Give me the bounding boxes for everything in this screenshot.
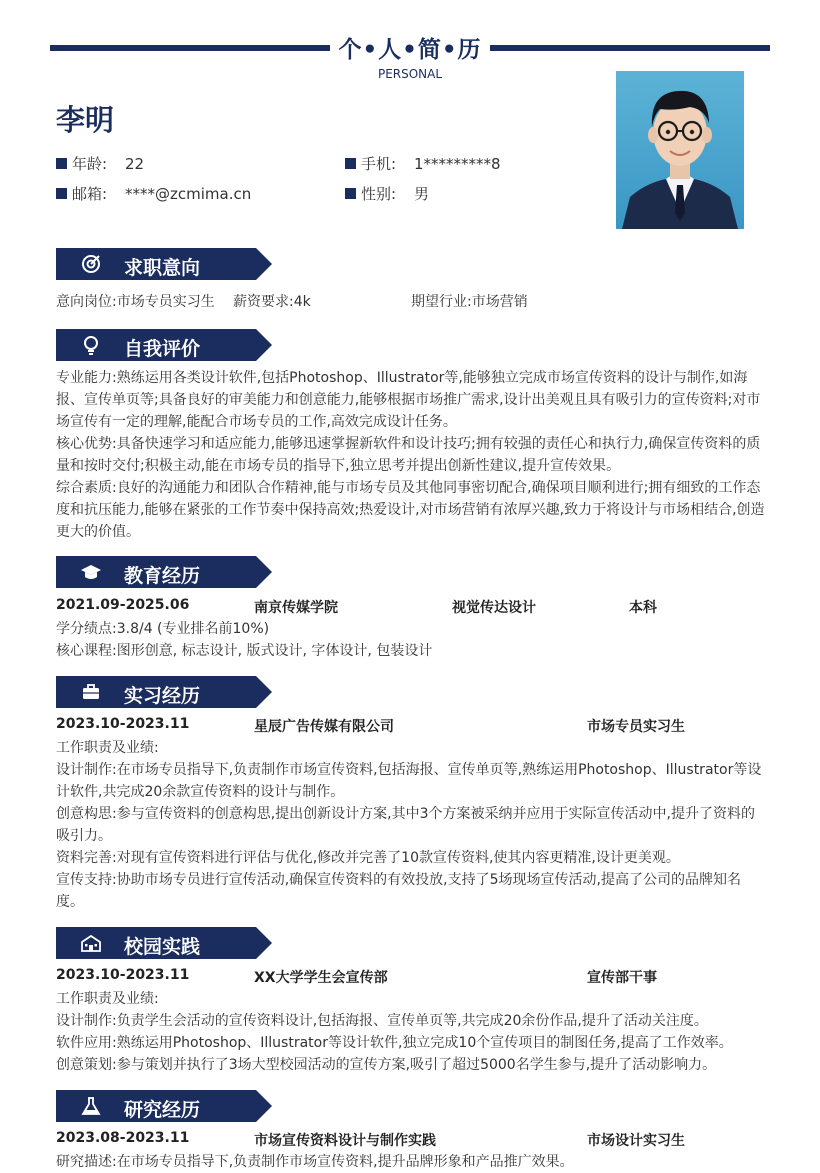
- intent-industry: 期望行业:市场营销: [411, 294, 528, 310]
- self-eval-paragraph: 专业能力:熟练运用各类设计软件,包括Photoshop、Illustrator等,能够独立完成市场宣传资料的设计与制作,如海报、宣传单页等;具备良好的审美能力和创意能力,能够根据市场推广需求,设计出美观且具有吸引力的宣传资料;对市场宣传有一定的理解,能配合市场专员的工作,高效完成设计任务。: [56, 370, 761, 430]
- edu-degree: 本科: [629, 600, 657, 616]
- info-value: ****@zcmima.cn: [125, 184, 252, 203]
- campus-line: 设计制作:负责学生会活动的宣传资料设计,包括海报、宣传单页等,共完成20余份作品,提升了活动关注度。: [56, 1013, 708, 1029]
- section-title: 求职意向: [124, 257, 201, 279]
- candidate-name: 李明: [56, 103, 115, 137]
- section-title: 教育经历: [124, 565, 201, 587]
- info-gender: [345, 183, 429, 204]
- edu-school: 南京传媒学院: [254, 600, 338, 616]
- info-label: 年龄:: [72, 155, 108, 173]
- info-label: 性别:: [361, 185, 397, 203]
- campus-role: 宣传部干事: [587, 970, 657, 986]
- lightbulb-icon: [80, 334, 102, 356]
- target-icon: [80, 253, 102, 275]
- section-header-internship: [56, 676, 272, 708]
- info-label: 手机:: [361, 155, 397, 173]
- resume-title: 个•人•简•历: [338, 37, 482, 63]
- info-value: 男: [414, 185, 430, 203]
- edu-major: 视觉传达设计: [452, 600, 536, 616]
- info-value: 1*********8: [414, 154, 501, 173]
- campus-line: 软件应用:熟练运用Photoshop、Illustrator等设计软件,独立完成10个宣传项目的制图任务,提高了工作效率。: [56, 1035, 733, 1051]
- intent-position: 意向岗位:市场专员实习生: [56, 294, 215, 310]
- research-role: 市场设计实习生: [587, 1133, 685, 1149]
- flask-icon: [80, 1095, 102, 1117]
- section-title: 研究经历: [124, 1099, 201, 1121]
- header-rule-left: [50, 45, 330, 51]
- edu-date: 2021.09-2025.06: [56, 597, 190, 613]
- section-header-self-evaluation: [56, 329, 272, 361]
- section-header-job-intention: [56, 248, 272, 280]
- campus-line: 创意策划:参与策划并执行了3场大型校园活动的宣传方案,吸引了超过5000名学生参与,提升了活动影响力。: [56, 1057, 717, 1073]
- campus-org: XX大学学生会宣传部: [254, 970, 388, 986]
- section-title: 实习经历: [124, 685, 201, 707]
- info-label: 邮箱:: [72, 185, 108, 203]
- intern-line: 设计制作:在市场专员指导下,负责制作市场宣传资料,包括海报、宣传单页等,熟练运用Photoshop、Illustrator等设计软件,共完成20余款宣传资料的设计与制作。: [56, 762, 762, 800]
- campus-line: 工作职责及业绩:: [56, 991, 159, 1007]
- intent-salary: 薪资要求:4k: [233, 294, 311, 310]
- research-project: 市场宣传资料设计与制作实践: [254, 1133, 436, 1149]
- school-building-icon: [80, 932, 102, 954]
- research-description: 研究描述:在市场专员指导下,负责制作市场宣传资料,提升品牌形象和产品推广效果。: [56, 1154, 574, 1170]
- intern-line: 工作职责及业绩:: [56, 740, 159, 756]
- intern-line: 资料完善:对现有宣传资料进行评估与优化,修改并完善了10款宣传资料,使其内容更精准,设计更美观。: [56, 850, 680, 866]
- intern-role: 市场专员实习生: [587, 719, 685, 735]
- bullet-square: [345, 158, 356, 169]
- intern-date: 2023.10-2023.11: [56, 716, 190, 732]
- profile-photo: [616, 71, 744, 229]
- info-email: [56, 183, 251, 204]
- header-rule-right: [490, 45, 770, 51]
- briefcase-icon: [80, 681, 102, 703]
- self-eval-paragraph: 综合素质:良好的沟通能力和团队合作精神,能与市场专员及其他同事密切配合,确保项目顺利进行;拥有细致的工作态度和抗压能力,能够在紧张的工作节奏中保持高效;热爱设计,对市场营销有浓厚兴趣,致力于将设计与市场相结合,创造更大的价值。: [56, 480, 765, 540]
- edu-courses: 核心课程:图形创意, 标志设计, 版式设计, 字体设计, 包装设计: [56, 643, 433, 659]
- section-title: 校园实践: [124, 936, 201, 958]
- section-header-research: [56, 1090, 272, 1122]
- bullet-square: [345, 188, 356, 199]
- section-header-campus-practice: [56, 927, 272, 959]
- intern-line: 创意构思:参与宣传资料的创意构思,提出创新设计方案,其中3个方案被采纳并应用于实际宣传活动中,提升了资料的吸引力。: [56, 806, 755, 844]
- section-header-education: [56, 556, 272, 588]
- research-date: 2023.08-2023.11: [56, 1130, 190, 1146]
- resume-subtitle: PERSONAL: [377, 67, 443, 81]
- intern-line: 宣传支持:协助市场专员进行宣传活动,确保宣传资料的有效投放,支持了5场现场宣传活动,提高了公司的品牌知名度。: [56, 872, 741, 910]
- info-value: 22: [125, 154, 145, 173]
- info-age: [56, 153, 144, 174]
- info-phone: [345, 153, 501, 174]
- bullet-square: [56, 158, 67, 169]
- edu-gpa: 学分绩点:3.8/4 (专业排名前10%): [56, 621, 270, 637]
- self-eval-paragraph: 核心优势:具备快速学习和适应能力,能够迅速掌握新软件和设计技巧;拥有较强的责任心和执行力,确保宣传资料的质量和按时交付;积极主动,能在市场专员的指导下,独立思考并提出创新性建议,提升宣传效果。: [56, 436, 761, 474]
- section-title: 自我评价: [124, 338, 201, 360]
- bullet-square: [56, 188, 67, 199]
- graduation-cap-icon: [80, 561, 102, 583]
- intern-company: 星辰广告传媒有限公司: [254, 719, 394, 735]
- campus-date: 2023.10-2023.11: [56, 967, 190, 983]
